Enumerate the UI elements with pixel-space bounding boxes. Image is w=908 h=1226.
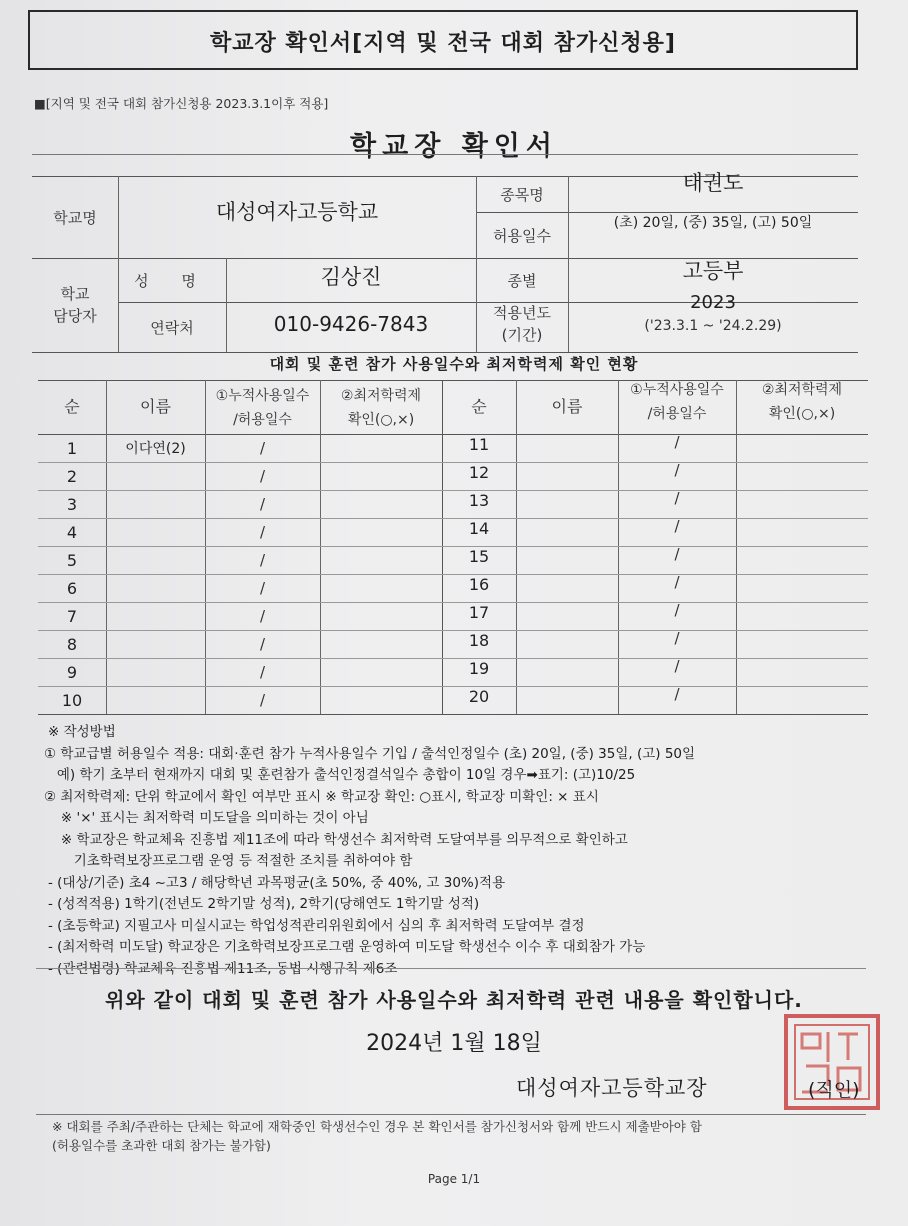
instruction-line: ① 학교급별 허용일수 적용: 대회·훈련 참가 누적사용일수 기입 / 출석인정일수 (초) 20일, (중) 35일, (고) 50일 [44, 745, 696, 762]
days-cell: / [674, 461, 680, 479]
check-cell [736, 434, 868, 462]
col-header-days-left-2: /허용일수 [233, 412, 292, 428]
col-header-days-right-1: ①누적사용일수 [630, 382, 724, 398]
row-number: 20 [468, 686, 490, 706]
allowed-days-label: 허용일수 [493, 226, 551, 245]
student-name [516, 462, 618, 490]
teacher-name-value: 김상진 [320, 265, 382, 289]
student-name: 이다연(2) [125, 441, 186, 457]
days-cell: / [674, 517, 680, 535]
teacher-name-label: 성 명 [134, 271, 210, 290]
days-cell: / [259, 579, 266, 597]
student-name [516, 686, 618, 714]
check-cell [736, 518, 868, 546]
header-title: 학교장 확인서[지역 및 전국 대회 참가신청용] [210, 31, 676, 56]
issue-date: 2024년 1월 18일 [366, 1031, 542, 1056]
check-cell [320, 630, 442, 658]
document-title: 학교장 확인서 [350, 131, 558, 162]
check-cell [320, 518, 442, 546]
contact-value: 010-9426-7843 [273, 312, 429, 336]
principal-name: 대성여자고등학교장 [516, 1076, 708, 1100]
check-cell [736, 686, 868, 714]
student-name [106, 518, 205, 546]
instruction-line: - (대상/기준) 초4 ~고3 / 해당학년 과목평균(초 50%, 중 40%, 고 30%)적용 [48, 874, 506, 891]
event-label: 종목명 [500, 185, 544, 204]
days-cell: / [674, 545, 680, 563]
row-number: 5 [66, 550, 78, 570]
col-header-check-left-2: 확인(○,×) [347, 412, 415, 428]
division-label: 종별 [507, 271, 537, 290]
check-cell [736, 574, 868, 602]
check-cell [736, 462, 868, 490]
check-cell [320, 546, 442, 574]
days-cell: / [259, 495, 266, 513]
row-number: 12 [468, 462, 490, 482]
student-name [106, 574, 205, 602]
student-name [516, 434, 618, 462]
row-number: 4 [66, 522, 78, 542]
row-number: 17 [468, 602, 490, 622]
footer-note [52, 1117, 702, 1155]
header-box [28, 10, 858, 70]
division-value: 고등부 [682, 259, 744, 283]
period-value: ('23.3.1 ~ '24.2.29) [644, 318, 782, 334]
year-label-2: (기간) [501, 325, 543, 344]
row-number: 18 [468, 630, 490, 650]
student-name [516, 518, 618, 546]
row-number: 16 [468, 574, 490, 594]
event-value: 태권도 [682, 171, 744, 195]
student-name [106, 490, 205, 518]
check-cell [736, 602, 868, 630]
row-number: 6 [66, 578, 78, 598]
check-cell [320, 462, 442, 490]
row-number: 3 [66, 494, 78, 514]
student-name [106, 602, 205, 630]
confirmation-text: 위와 같이 대회 및 훈련 참가 사용일수와 최저학력 관련 내용을 확인합니다. [105, 988, 803, 1012]
check-cell [320, 574, 442, 602]
student-name [106, 686, 205, 714]
section-title: 대회 및 훈련 참가 사용일수와 최저학력제 확인 현황 [269, 355, 639, 373]
col-header-check-left-1: ②최저학력제 [340, 388, 422, 404]
days-cell: / [259, 467, 266, 485]
col-header-check-right-1: ②최저학력제 [761, 382, 843, 398]
year-label-1: 적용년도 [493, 303, 551, 322]
days-cell: / [674, 629, 680, 647]
student-name [516, 490, 618, 518]
days-cell: / [674, 601, 680, 619]
instruction-line: 예) 학기 초부터 현재까지 대회 및 훈련참가 출석인정결석일수 총합이 10일 경우➡표기: (고)10/25 [44, 767, 636, 783]
row-number: 9 [66, 662, 78, 682]
instruction-line: - (초등학교) 지필고사 미실시교는 학업성적관리위원회에서 심의 후 최저학력 도달여부 결정 [48, 917, 585, 934]
check-cell [736, 490, 868, 518]
days-cell: / [259, 523, 266, 541]
instruction-line: - (성적적용) 1학기(전년도 2학기말 성적), 2학기(당해연도 1학기말 성적) [48, 896, 480, 912]
student-name [106, 630, 205, 658]
row-number: 10 [61, 690, 83, 710]
check-cell [736, 630, 868, 658]
check-cell [320, 434, 442, 462]
instruction-line: - (관련법령) 학교체육 진흥법 제11조, 동법 시행규칙 제6조 [48, 960, 398, 977]
row-number: 19 [468, 658, 490, 678]
row-number: 1 [66, 438, 78, 458]
days-cell: / [259, 663, 266, 681]
days-cell: / [259, 551, 266, 569]
row-number: 15 [468, 546, 490, 566]
contact-label: 연락처 [150, 318, 194, 337]
check-cell [736, 546, 868, 574]
days-cell: / [674, 433, 680, 451]
student-name [106, 546, 205, 574]
days-cell: / [674, 657, 680, 675]
instruction-line: ※ 작성방법 [48, 724, 116, 740]
row-number: 2 [66, 466, 78, 486]
year-value: 2023 [690, 291, 736, 313]
teacher-label: 학교 담당자 [53, 285, 97, 325]
form-note: ■[지역 및 전국 대회 참가신청용 2023.3.1이후 적용] [34, 96, 329, 111]
row-number: 8 [66, 634, 78, 654]
instruction-line: ※ 학교장은 학교체육 진흥법 제11조에 따라 학생선수 최저학력 도달여부를 의무적으로 확인하고 [48, 831, 628, 848]
col-header-name-right: 이름 [551, 397, 583, 416]
allowed-days-value: (초) 20일, (중) 35일, (고) 50일 [613, 215, 813, 231]
footer-line-1: ※ 대회를 주최/주관하는 단체는 학교에 재학중인 학생선수인 경우 본 확인서를 참가신청서와 함께 반드시 제출받아야 함 [52, 1119, 702, 1134]
instruction-line: ② 최저학력제: 단위 학교에서 확인 여부만 표시 ※ 학교장 확인: ○표시, 학교장 미확인: × 표시 [44, 788, 599, 805]
days-cell: / [259, 691, 266, 709]
col-header-no-left: 순 [64, 397, 80, 416]
check-cell [320, 658, 442, 686]
instruction-line: - (최저학력 미도달) 학교장은 기초학력보장프로그램 운영하여 미도달 학생선수 이수 후 대회참가 가능 [48, 939, 646, 955]
instruction-line: 기초학력보장프로그램 운영 등 적절한 조치를 취하여야 함 [48, 853, 413, 869]
days-cell: / [674, 573, 680, 591]
col-header-check-right-2: 확인(○,×) [768, 406, 836, 422]
student-name [516, 602, 618, 630]
days-cell: / [259, 607, 266, 625]
check-cell [320, 602, 442, 630]
school-name-label: 학교명 [53, 208, 97, 227]
student-name [516, 574, 618, 602]
row-number: 14 [468, 518, 490, 538]
student-name [106, 658, 205, 686]
school-name-value: 대성여자고등학교 [215, 200, 379, 224]
col-header-days-right-2: /허용일수 [647, 406, 707, 422]
col-header-name-left: 이름 [140, 397, 171, 416]
row-number: 7 [66, 606, 78, 626]
instruction-line: ※ '×' 표시는 최저학력 미도달을 의미하는 것이 아님 [48, 810, 369, 826]
days-cell: / [674, 685, 680, 703]
student-name [106, 462, 205, 490]
check-cell [736, 658, 868, 686]
days-cell: / [259, 439, 266, 457]
page-number: Page 1/1 [427, 1172, 481, 1186]
footer-line-2: (허용일수를 초과한 대회 참가는 불가함) [52, 1138, 271, 1153]
student-name [516, 546, 618, 574]
check-cell [320, 686, 442, 714]
col-header-days-left-1: ①누적사용일수 [215, 388, 310, 404]
days-cell: / [259, 635, 266, 653]
row-number: 11 [468, 434, 490, 454]
writing-instructions [44, 722, 696, 980]
row-number: 13 [468, 490, 490, 510]
check-cell [320, 490, 442, 518]
student-name [516, 658, 618, 686]
days-cell: / [674, 489, 680, 507]
col-header-no-right: 순 [471, 397, 487, 416]
student-name [516, 630, 618, 658]
seal-label: (직인) [808, 1079, 860, 1101]
